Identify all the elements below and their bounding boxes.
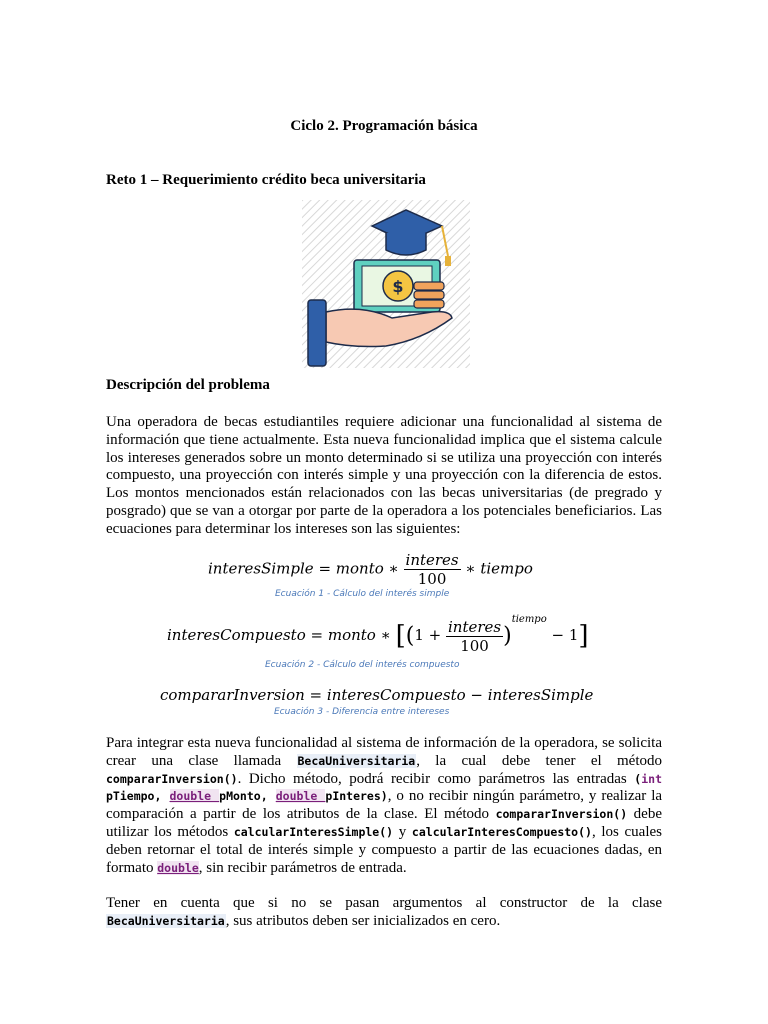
method-simple-code: calcularInteresSimple()	[233, 824, 394, 839]
method-code: compararInversion()	[106, 771, 238, 786]
class-name-code: BecaUniversitaria	[297, 753, 416, 768]
equation-3-caption: Ecuación 3 - Diferencia entre intereses	[274, 707, 450, 717]
section-heading: Descripción del problema	[106, 377, 270, 393]
equation-2-caption: Ecuación 2 - Cálculo del interés compuesto	[265, 660, 460, 670]
requirements-paragraph: Para integrar esta nueva funcionalidad al sistema de información de la operadora, se solicita crear una clase llamada BecaUniversitaria, la cual debe tener el método compararInversion(). Dicho método, podrá recibir como parámetros las entradas (int pTiempo, double pMonto, double pInteres), o no recibir ningún parámetro, y realizar la comparación a partir de los atributos de la clase. El método compararInversion() debe utilizar los métodos calcularInteresSimple() y calcularInteresCompuesto(), los cuales deben retornar el total de interés simple y compuesto a partir de las ecuaciones dadas, en formato double, sin recibir parámetros de entrada.	[106, 735, 663, 876]
document-title: Ciclo 2. Programación básica	[290, 118, 478, 134]
class-name-code-2: BecaUniversitaria	[107, 913, 225, 928]
intro-paragraph: Una operadora de becas estudiantiles requiere adicionar una funcionalidad al sistema de información que tiene actualmente. Esta nueva funcionalidad implica que el sistema calcule los intereses generados sobre un monto determinado si se utiliza una proyección con interés compuesto, una proyección con interés simple y una proyección con la diferencia de estos. Los montos mencionados están relacionados con las becas universitarias (de pregrado y posgrado) que se van a otorgar por parte de la operadora a los potenciales beneficiarios. Las ecuaciones para determinar los intereses son las siguientes:	[106, 414, 662, 537]
equation-3: compararInversion = interesCompuesto − interesSimple	[160, 686, 594, 704]
challenge-heading: Reto 1 – Requerimiento crédito beca universitaria	[106, 172, 426, 188]
equation-1: interesSimple = monto ∗ $\frac{\text{interes}}{100}$ ∗ tiempo	[208, 551, 533, 588]
equation-2: interesCompuesto = monto ∗ [(1 + $\frac{\text{interes}}{100}$ )$^{tiempo}$ − 1]	[167, 614, 589, 655]
equation-1-caption: Ecuación 1 - Cálculo del interés simple	[275, 589, 450, 599]
method-code-2: compararInversion()	[495, 807, 628, 822]
hand-holding-money-graduation-cap-icon	[302, 200, 470, 368]
svg-text:$: $	[392, 277, 404, 296]
constructor-note-paragraph: Tener en cuenta que si no se pasan argumentos al constructor de la clase BecaUniversitaria, sus atributos deben ser inicializados en cero.	[106, 895, 662, 929]
method-compound-code: calcularInteresCompuesto()	[411, 824, 592, 839]
